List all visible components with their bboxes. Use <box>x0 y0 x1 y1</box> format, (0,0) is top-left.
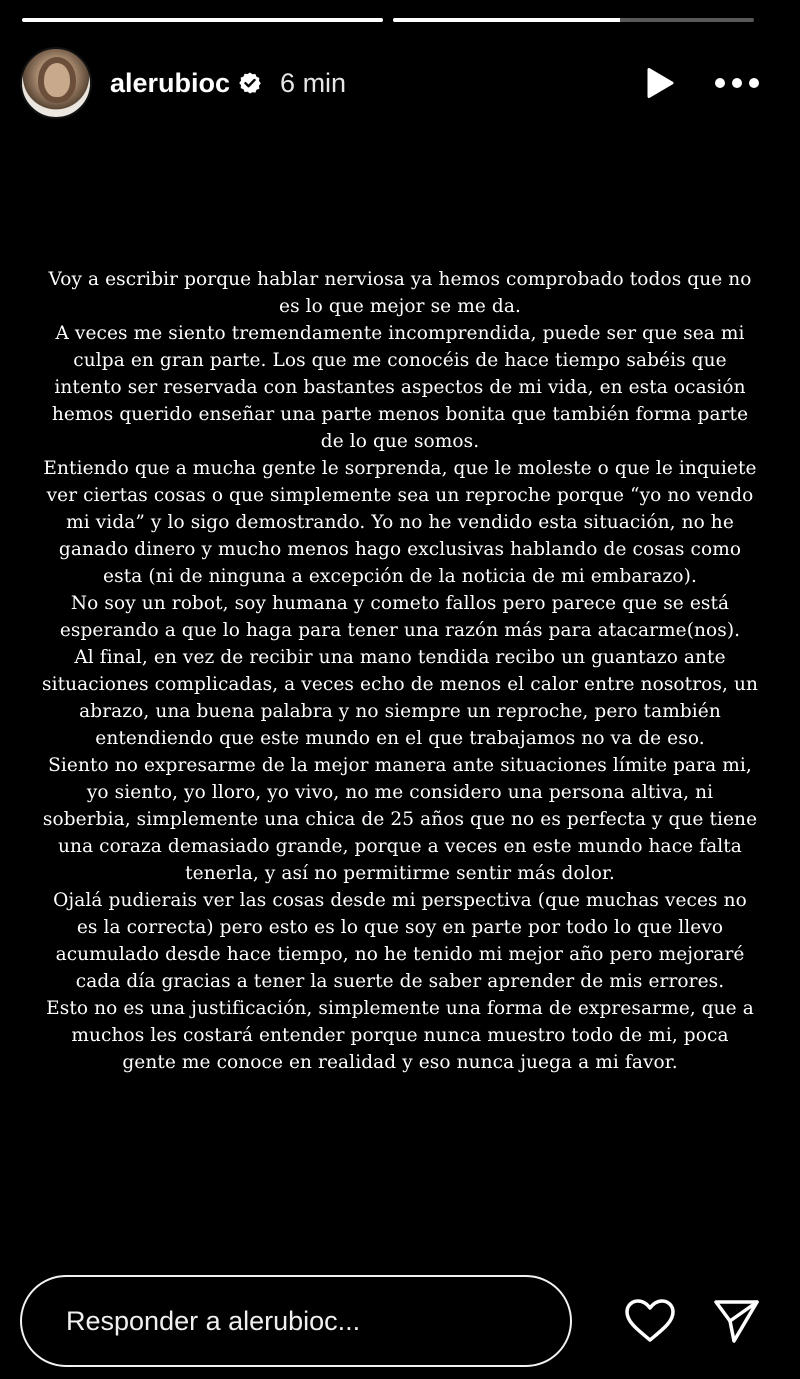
verified-badge-icon <box>238 71 262 95</box>
timestamp: 6 min <box>280 67 347 98</box>
username[interactable]: alerubioc <box>110 67 231 98</box>
story-progress <box>22 18 754 22</box>
progress-segment-2 <box>393 18 754 22</box>
heart-icon[interactable] <box>624 1298 676 1344</box>
story-paragraph-4: No soy un robot, soy humana y cometo fallos pero parece que se está esperando a que lo haga para tener una razón más para atacarme(nos). <box>59 593 741 641</box>
story-header <box>20 48 760 118</box>
more-options-icon[interactable] <box>714 77 760 89</box>
story-paragraph-1: Voy a escribir porque hablar nerviosa ya hemos comprobado todos que no es lo que mejor se me da. <box>48 269 752 317</box>
play-icon[interactable] <box>646 67 674 99</box>
reply-input[interactable] <box>20 1275 572 1367</box>
avatar[interactable] <box>20 47 92 119</box>
progress-fill-2 <box>393 18 620 22</box>
progress-fill-1 <box>22 18 383 22</box>
story-paragraph-7: Ojalá pudierais ver las cosas desde mi perspectiva (que muchas veces no es la correcta) pero esto es lo que soy en parte por todo lo que llevo acumulado desde hace tiempo, no he tenido mi mejor año pero mejoraré cada día gracias a tener la suerte de saber aprender de mis errores. <box>53 890 747 992</box>
story-paragraph-8: Esto no es una justificación, simplemente una forma de expresarme, que a muchos les costará entender porque nunca muestro todo de mi, poca gente me conoce en realidad y eso nunca juega a mi favor. <box>46 998 754 1073</box>
story-paragraph-2: A veces me siento tremendamente incomprendida, puede ser que sea mi culpa en gran parte. Los que me conocéis de hace tiempo sabéis que intento ser reservada con bastantes aspectos de mi vida, en esta ocasión hemos querido enseñar una parte menos bonita que también forma parte de lo que somos. <box>51 323 749 452</box>
progress-segment-1 <box>22 18 383 22</box>
story-text <box>10 266 790 1076</box>
story-paragraph-6: Siento no expresarme de la mejor manera ante situaciones límite para mi, yo siento, yo lloro, yo vivo, no me considero una persona altiva, ni soberbia, simplemente una chica de 25 años que no es perfecta y que tiene una coraza demasiado grande, porque a veces en este mundo hace falta tenerla, y así no permitirme sentir más dolor. <box>42 755 758 884</box>
story-paragraph-5: Al final, en vez de recibir una mano tendida recibo un guantazo ante situaciones complicadas, a veces echo de menos el calor entre nosotros, un abrazo, una buena palabra y no siempre un reproche, pero también entendiendo que este mundo en el que trabajamos no va de eso. <box>42 647 758 749</box>
story-paragraph-3: Entiendo que a mucha gente le sorprenda, que le moleste o que le inquiete ver ciertas cosas o que simplemente sea un reproche porque “yo no vendo mi vida” y lo sigo demostrando. Yo no he vendido esta situación, no he ganado dinero y mucho menos hago exclusivas hablando de cosas como esta (ni de ninguna a excepción de la noticia de mi embarazo). <box>43 458 757 587</box>
story-footer <box>20 1274 760 1368</box>
send-icon[interactable] <box>712 1297 760 1345</box>
